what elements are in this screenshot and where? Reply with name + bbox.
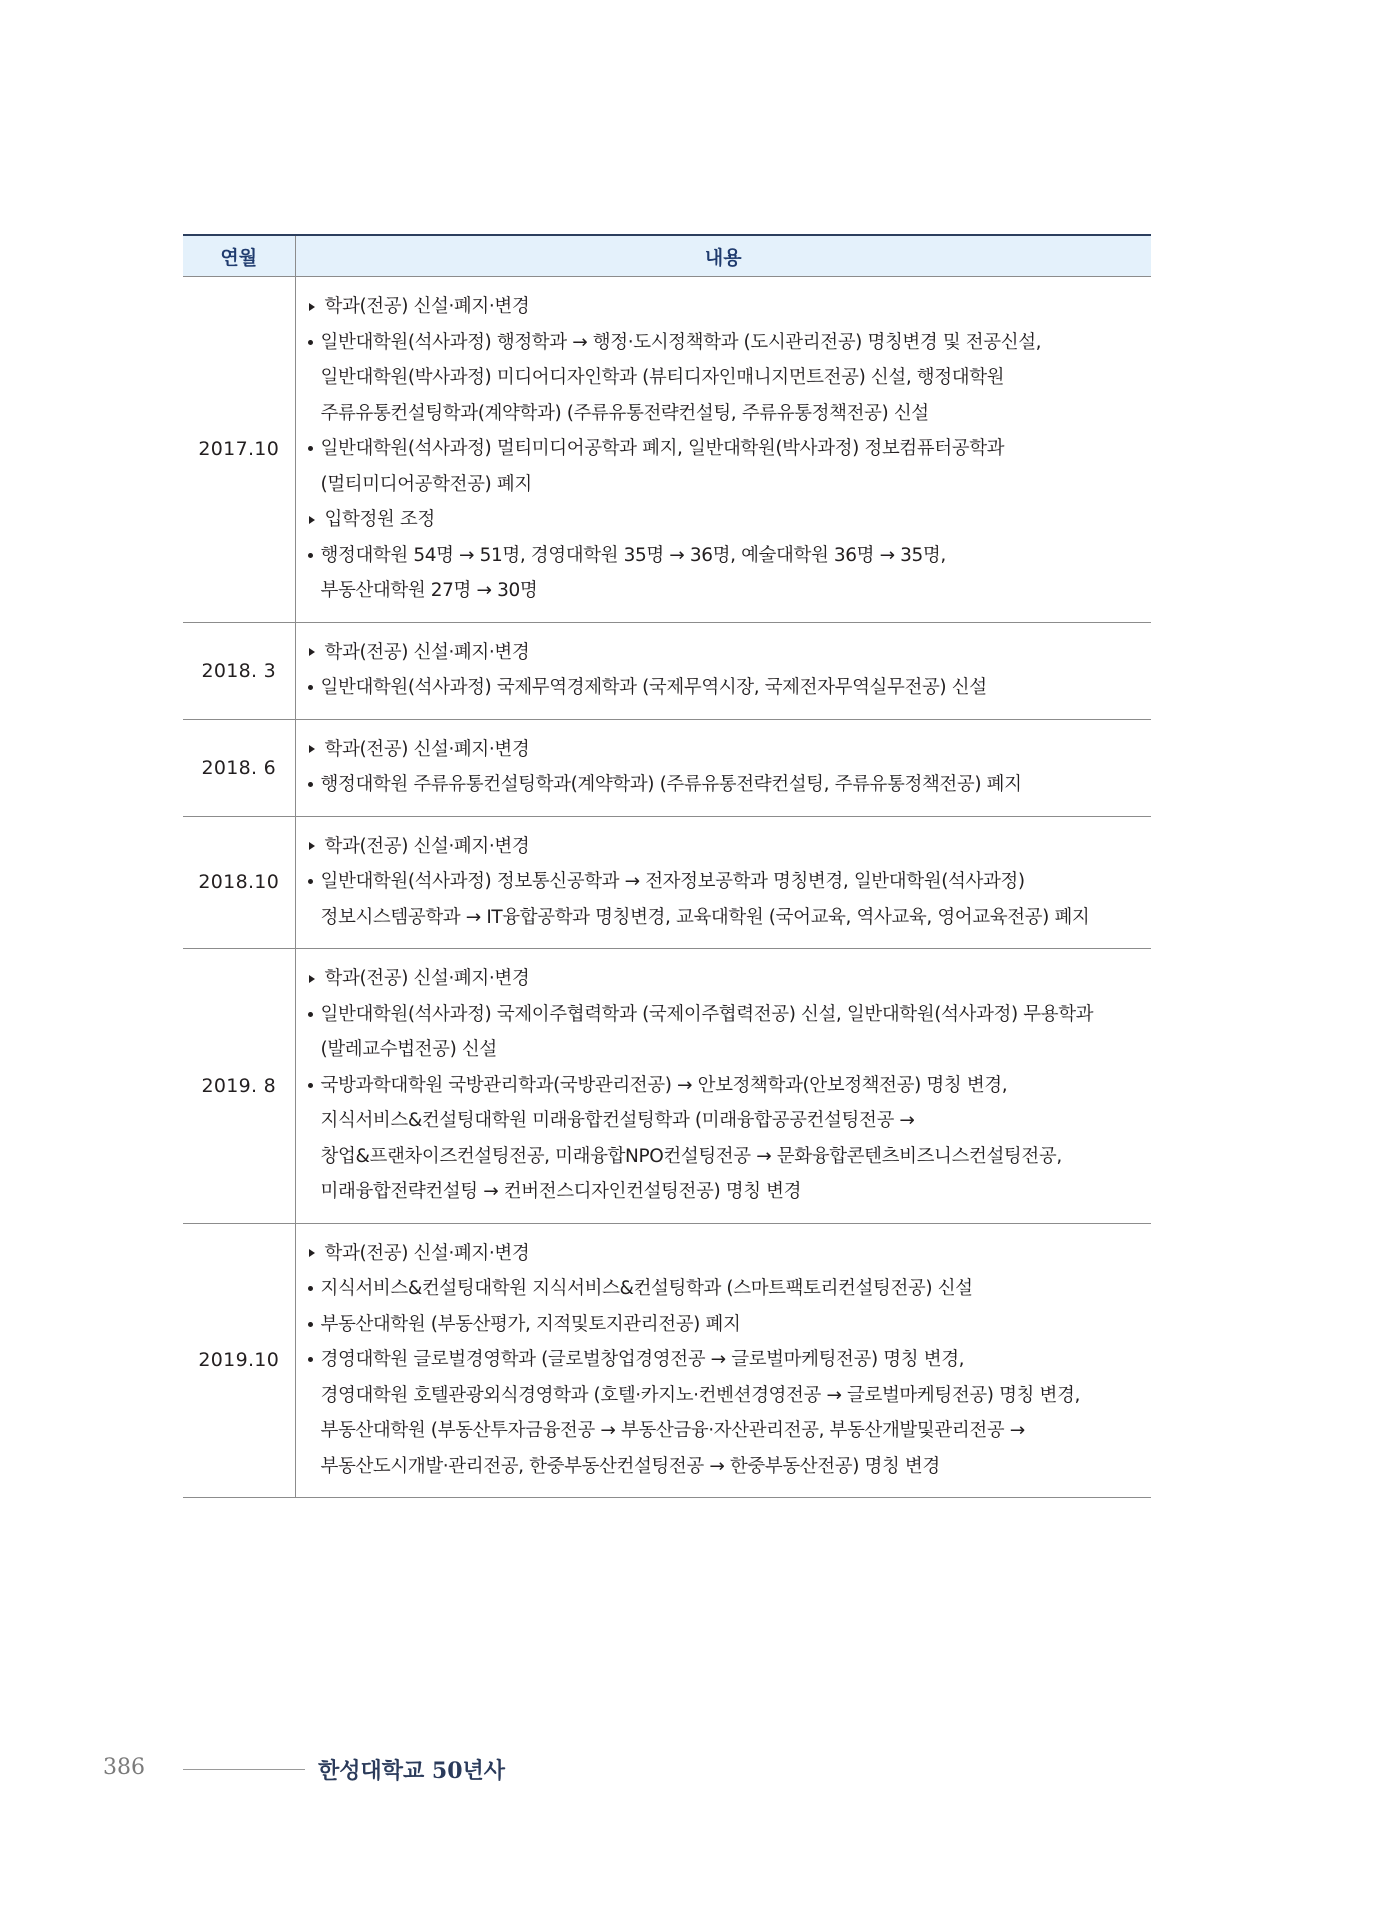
category-heading: [305, 502, 1152, 538]
category-heading-text: 학과(전공) 신설·폐지·변경: [324, 641, 530, 663]
bullet-dot-icon: [308, 685, 313, 690]
row-content: [295, 1223, 1151, 1498]
table-row: [183, 1223, 1151, 1498]
row-date: 2018. 3: [183, 622, 295, 719]
category-heading: [305, 829, 1152, 865]
row-content: [295, 816, 1151, 949]
triangle-bullet-icon: [309, 842, 315, 850]
triangle-bullet-icon: [309, 303, 315, 311]
list-item-continuation: [305, 573, 1152, 609]
list-item: [305, 997, 1152, 1033]
category-heading-text: 학과(전공) 신설·폐지·변경: [324, 296, 530, 317]
list-item: [305, 1068, 1152, 1104]
list-item-continuation: [305, 396, 1152, 432]
list-item-continuation: [305, 467, 1152, 503]
row-content: [295, 277, 1151, 623]
list-item-text: 지식서비스&컨설팅대학원 지식서비스&컨설팅학과 (스마트팩토리컨설팅전공) 신설: [320, 1278, 973, 1299]
list-item: [305, 431, 1152, 467]
list-item-text: 국방과학대학원 국방관리학과(국방관리전공) → 안보정책학과(안보정책전공) 명칭 변경,: [320, 1074, 1008, 1096]
list-item-continuation: [305, 360, 1152, 396]
list-item: [305, 1342, 1152, 1378]
continuation-text: 지식서비스&컨설팅대학원 미래융합컨설팅학과 (미래융합공공컨설팅전공 →: [320, 1110, 915, 1131]
list-item-continuation: [305, 1413, 1152, 1449]
list-item-continuation: [305, 1032, 1152, 1068]
page-number: 386: [103, 1755, 145, 1780]
triangle-bullet-icon: [309, 1249, 315, 1257]
table-row: [183, 277, 1151, 623]
list-item-text: 행정대학원 54명 → 51명, 경영대학원 35명 → 36명, 예술대학원 36명 → 35명,: [320, 544, 946, 566]
row-date: 2019.10: [183, 1223, 295, 1498]
row-date: 2019. 8: [183, 949, 295, 1224]
bullet-dot-icon: [308, 1286, 313, 1291]
category-heading: [305, 635, 1152, 671]
category-heading-text: 학과(전공) 신설·폐지·변경: [324, 738, 530, 760]
triangle-bullet-icon: [309, 648, 315, 656]
list-item-text: 일반대학원(석사과정) 행정학과 → 행정·도시정책학과 (도시관리전공) 명칭변경 및 전공신설,: [320, 331, 1042, 353]
list-item: [305, 325, 1152, 361]
bullet-dot-icon: [308, 1083, 313, 1088]
continuation-text: 부동산대학원 (부동산투자금융전공 → 부동산금융·자산관리전공, 부동산개발및관리전공 →: [320, 1420, 1025, 1441]
row-content: [295, 622, 1151, 719]
category-heading-text: 학과(전공) 신설·폐지·변경: [324, 1242, 530, 1264]
category-heading: [305, 732, 1152, 768]
list-item-continuation: [305, 1449, 1152, 1485]
triangle-bullet-icon: [309, 516, 315, 524]
list-item-text: 일반대학원(석사과정) 국제무역경제학과 (국제무역시장, 국제전자무역실무전공) 신설: [320, 677, 987, 698]
bullet-dot-icon: [308, 1357, 313, 1362]
category-heading: [305, 961, 1152, 997]
table-body: [183, 277, 1151, 1498]
row-content: [295, 949, 1151, 1224]
list-item: [305, 864, 1152, 900]
list-item: [305, 538, 1152, 574]
category-heading-text: 학과(전공) 신설·폐지·변경: [324, 968, 530, 989]
continuation-text: 미래융합전략컨설팅 → 컨버전스디자인컨설팅전공) 명칭 변경: [320, 1181, 802, 1202]
continuation-text: 부동산도시개발·관리전공, 한중부동산컨설팅전공 → 한중부동산전공) 명칭 변경: [320, 1455, 940, 1477]
footer-divider: [183, 1769, 305, 1770]
list-item-continuation: [305, 900, 1152, 936]
continuation-text: (발레교수법전공) 신설: [320, 1039, 497, 1060]
category-heading: [305, 1236, 1152, 1272]
table-row: [183, 816, 1151, 949]
list-item: [305, 1271, 1152, 1307]
list-item-text: 행정대학원 주류유통컨설팅학과(계약학과) (주류유통전략컨설팅, 주류유통정책전공) 폐지: [320, 774, 1022, 795]
continuation-text: (멀티미디어공학전공) 폐지: [320, 473, 532, 495]
list-item-text: 부동산대학원 (부동산평가, 지적및토지관리전공) 폐지: [320, 1313, 741, 1335]
bullet-dot-icon: [308, 340, 313, 345]
bullet-dot-icon: [308, 879, 313, 884]
list-item-continuation: [305, 1103, 1152, 1139]
triangle-bullet-icon: [309, 745, 315, 753]
row-date: 2018.10: [183, 816, 295, 949]
continuation-text: 창업&프랜차이즈컨설팅전공, 미래융합NPO컨설팅전공 → 문화융합콘텐츠비즈니스컨설팅전공,: [320, 1145, 1062, 1167]
bullet-dot-icon: [308, 1322, 313, 1327]
continuation-text: 부동산대학원 27명 → 30명: [320, 580, 538, 601]
triangle-bullet-icon: [309, 975, 315, 983]
list-item-text: 일반대학원(석사과정) 정보통신공학과 → 전자정보공학과 명칭변경, 일반대학원(석사과정): [320, 871, 1025, 892]
list-item-text: 일반대학원(석사과정) 국제이주협력학과 (국제이주협력전공) 신설, 일반대학원(석사과정) 무용학과: [320, 1003, 1094, 1025]
category-heading-text: 학과(전공) 신설·폐지·변경: [324, 835, 530, 857]
header-content: 내용: [295, 235, 1151, 277]
list-item-continuation: [305, 1378, 1152, 1414]
list-item: [305, 1307, 1152, 1343]
table-row: [183, 622, 1151, 719]
list-item-text: 경영대학원 글로벌경영학과 (글로벌창업경영전공 → 글로벌마케팅전공) 명칭 변경,: [320, 1349, 965, 1370]
continuation-text: 경영대학원 호텔관광외식경영학과 (호텔·카지노·컨벤션경영전공 → 글로벌마케팅전공) 명칭 변경,: [320, 1384, 1080, 1406]
list-item-text: 일반대학원(석사과정) 멀티미디어공학과 폐지, 일반대학원(박사과정) 정보컴퓨터공학과: [320, 438, 1005, 459]
header-date: 연월: [183, 235, 295, 277]
list-item: [305, 767, 1152, 803]
category-heading: [305, 289, 1152, 325]
bullet-dot-icon: [308, 1012, 313, 1017]
list-item-continuation: [305, 1174, 1152, 1210]
book-title: 한성대학교 50년사: [318, 1758, 506, 1784]
continuation-text: 일반대학원(박사과정) 미디어디자인학과 (뷰티디자인매니지먼트전공) 신설, 행정대학원: [320, 367, 1005, 388]
bullet-dot-icon: [308, 446, 313, 451]
list-item: [305, 670, 1152, 706]
row-date: 2018. 6: [183, 719, 295, 816]
category-heading-text: 입학정원 조정: [324, 509, 435, 530]
list-item-continuation: [305, 1139, 1152, 1175]
continuation-text: 정보시스템공학과 → IT융합공학과 명칭변경, 교육대학원 (국어교육, 역사교육, 영어교육전공) 폐지: [320, 906, 1090, 928]
bullet-dot-icon: [308, 782, 313, 787]
history-table: [183, 234, 1151, 1498]
row-date: 2017.10: [183, 277, 295, 623]
continuation-text: 주류유통컨설팅학과(계약학과) (주류유통전략컨설팅, 주류유통정책전공) 신설: [320, 402, 929, 424]
table-header-row: [183, 235, 1151, 277]
table-row: [183, 949, 1151, 1224]
table-row: [183, 719, 1151, 816]
bullet-dot-icon: [308, 553, 313, 558]
row-content: [295, 719, 1151, 816]
